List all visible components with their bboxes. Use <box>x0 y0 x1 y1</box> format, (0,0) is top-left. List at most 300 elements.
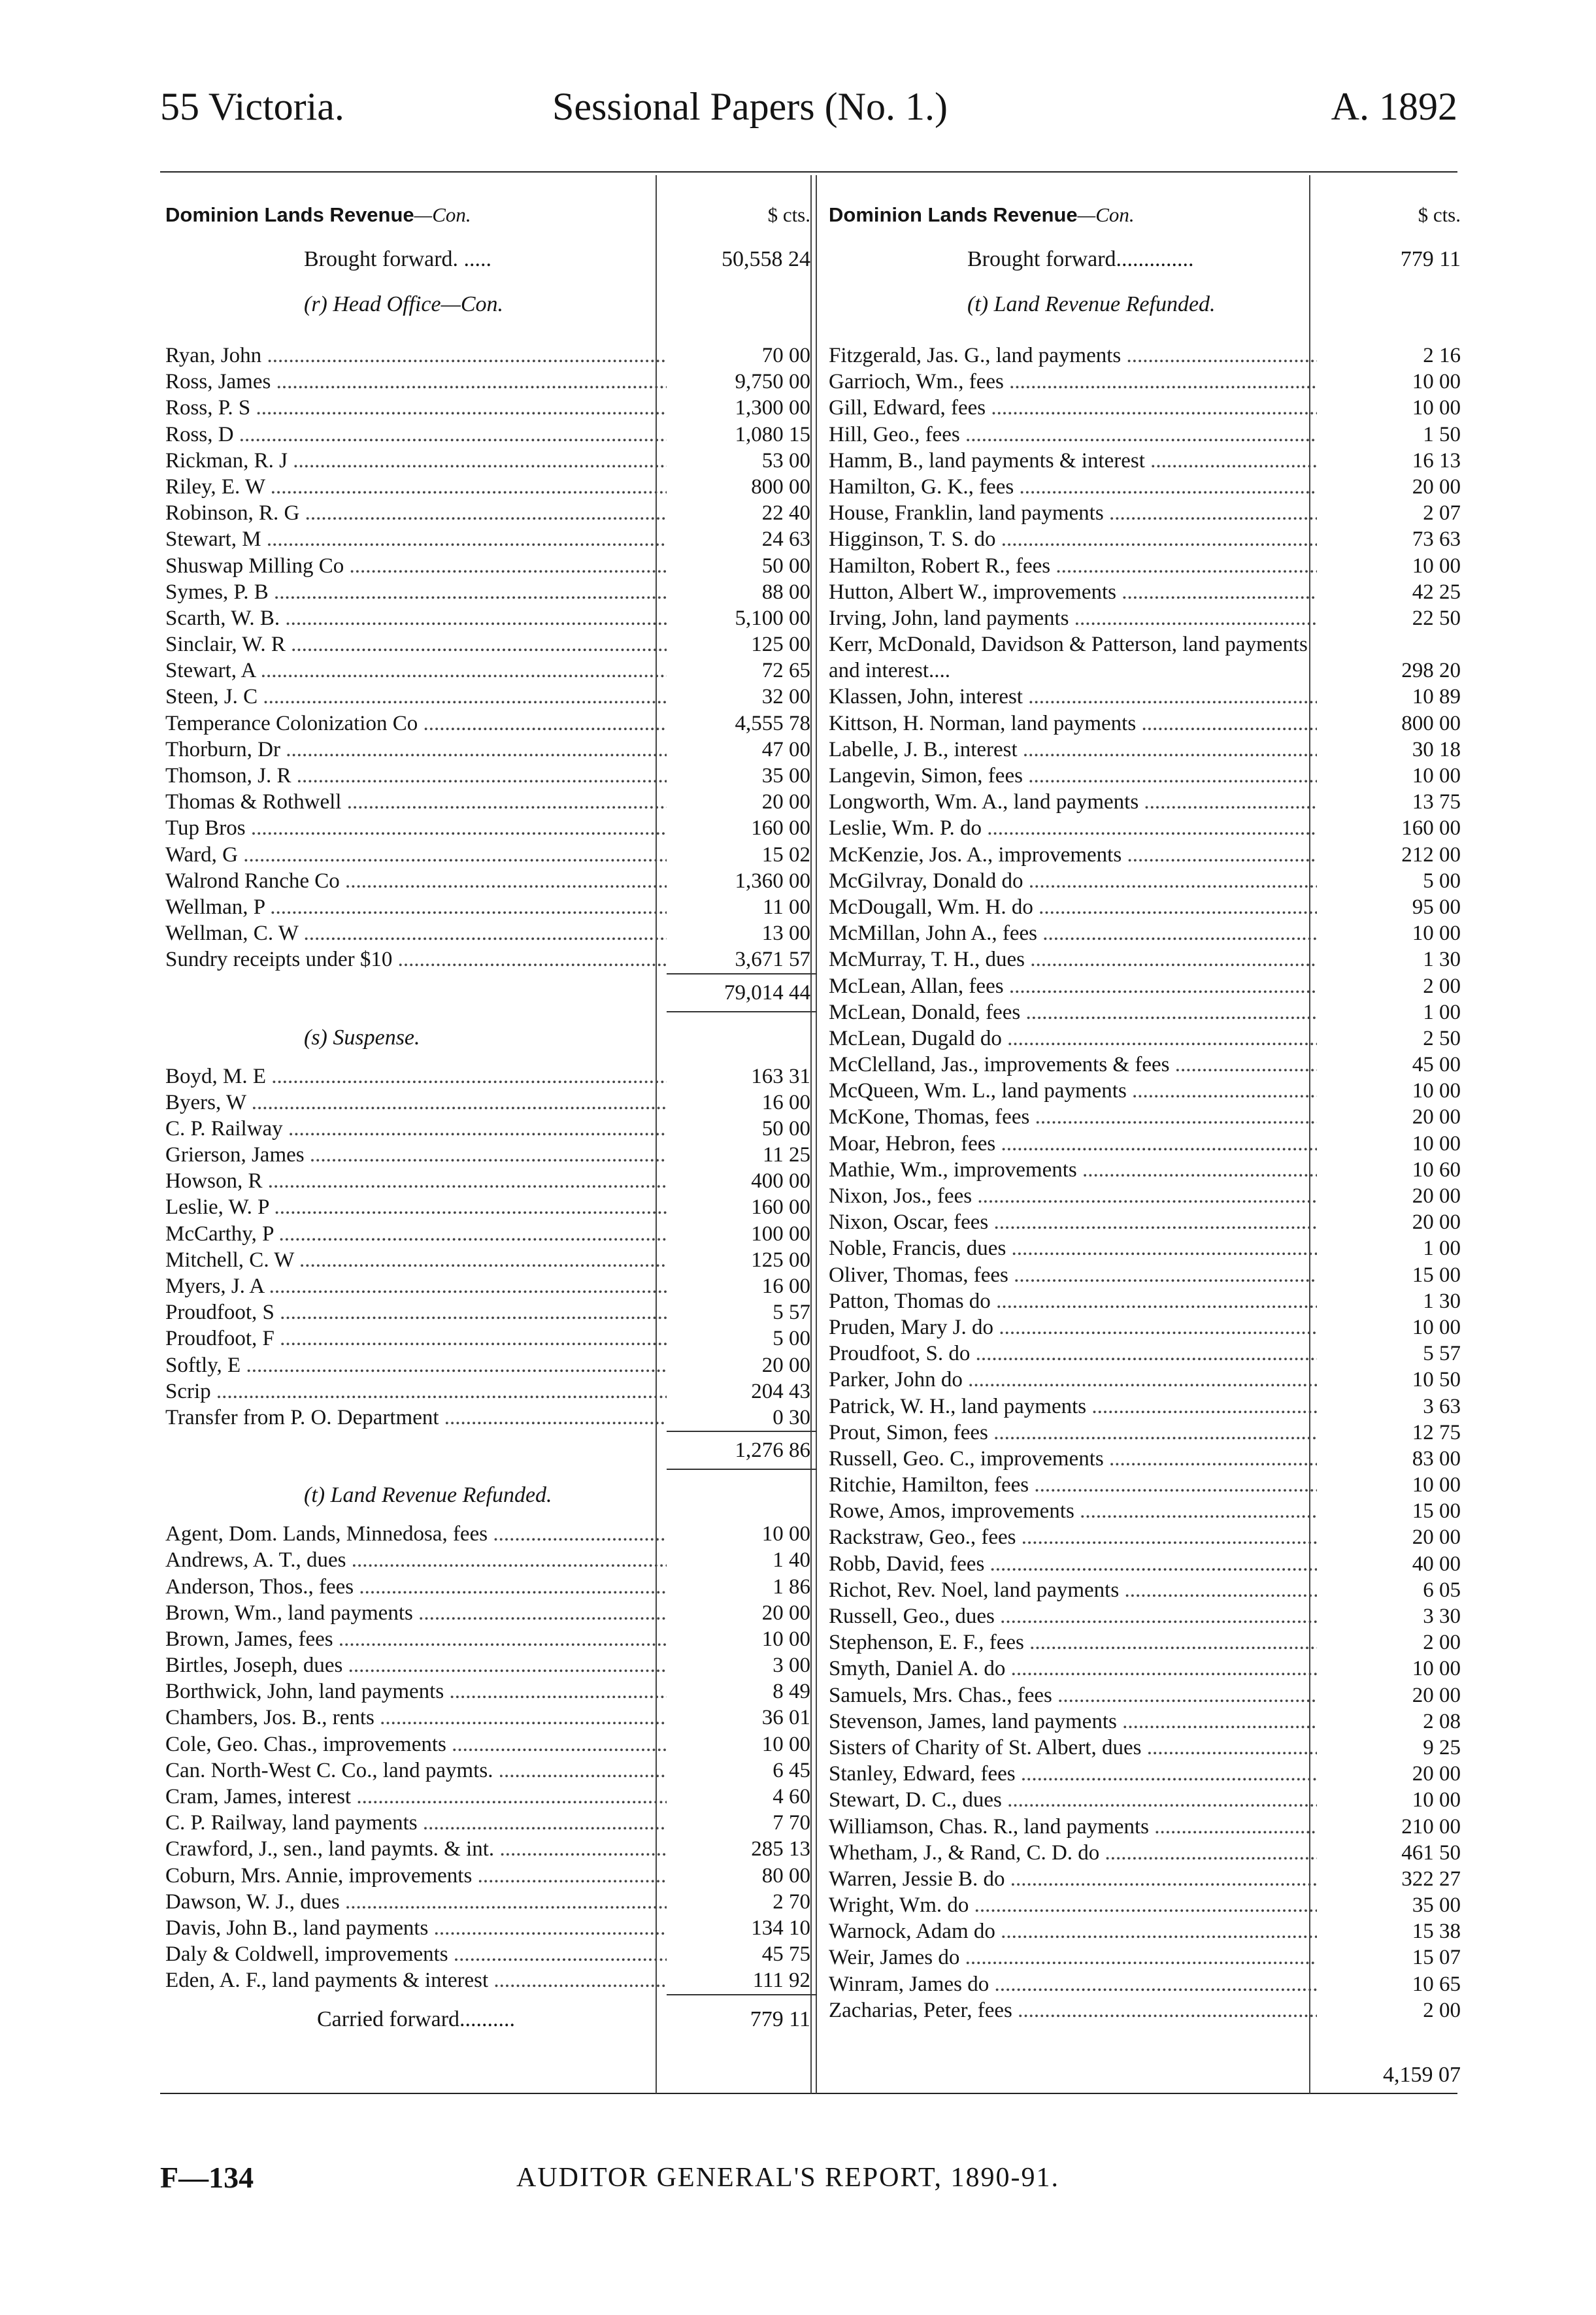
ledger-row <box>160 1784 817 1810</box>
suspense-list <box>160 1063 817 1431</box>
amount: 24 63 <box>761 527 810 552</box>
amount: 50 00 <box>761 1116 810 1141</box>
brought-forward-row: Brought forward. ..... 50,558 24 <box>304 247 810 271</box>
amount: 461 50 <box>1401 1840 1461 1865</box>
ledger-row <box>160 369 817 395</box>
ledger-row <box>160 500 817 526</box>
amount: 3 30 <box>1423 1605 1461 1629</box>
ledger-row <box>823 369 1467 395</box>
payee-name: C. P. Railway ..... <box>165 1116 667 1142</box>
payee-name: Hutton, Albert W., improvements ..... <box>829 579 1317 605</box>
ledger-row <box>160 1731 817 1757</box>
payee-name: McGilvray, Donald do ..... <box>829 868 1317 894</box>
payee-name: Russell, Geo. C., improvements ..... <box>829 1446 1317 1472</box>
amount: 95 00 <box>1412 895 1461 919</box>
payee-name: Stanley, Edward, fees ..... <box>829 1761 1317 1787</box>
amount: 10 60 <box>1412 1158 1461 1182</box>
ledger-row <box>160 1194 817 1220</box>
amount: 42 25 <box>1412 580 1461 604</box>
ledger-row <box>823 1078 1467 1104</box>
payee-name: Ryan, John ..... <box>165 342 667 369</box>
amount: 20 00 <box>761 1601 810 1625</box>
amount: 45 00 <box>1412 1053 1461 1077</box>
payee-name: Crawford, J., sen., land paymts. & int. ..... <box>165 1836 667 1862</box>
amount: 13 75 <box>1412 790 1461 814</box>
ledger-row <box>160 1168 817 1194</box>
amount: 1,360 00 <box>735 869 810 893</box>
amount: 0 30 <box>773 1405 810 1429</box>
ledger-row <box>160 474 817 500</box>
amount: 1 30 <box>1423 1289 1461 1313</box>
payee-name: Temperance Colonization Co ..... <box>165 710 667 737</box>
ledger-row <box>823 1761 1467 1787</box>
payee-name: Thomson, J. R ..... <box>165 763 667 789</box>
payee-name: Gill, Edward, fees ..... <box>829 395 1317 421</box>
ledger-row <box>160 1941 817 1967</box>
payee-name: Rowe, Amos, improvements ..... <box>829 1498 1317 1524</box>
amount: 204 43 <box>751 1379 810 1403</box>
ledger-row <box>823 448 1467 474</box>
ledger-row <box>823 946 1467 973</box>
payee-name: Scarth, W. B. ..... <box>165 605 667 631</box>
payee-name: Mitchell, C. W ..... <box>165 1247 667 1273</box>
left-column-header <box>160 196 817 234</box>
amount: 10 00 <box>1412 1079 1461 1103</box>
payee-name: Stewart, A ..... <box>165 658 667 684</box>
payee-name: Dawson, W. J., dues ..... <box>165 1889 667 1915</box>
ledger-row <box>823 1735 1467 1761</box>
ledger-row <box>160 605 817 631</box>
ledger-row <box>823 1971 1467 1997</box>
payee-name: Oliver, Thomas, fees ..... <box>829 1262 1317 1288</box>
payee-name: Kittson, H. Norman, land payments ..... <box>829 710 1317 737</box>
ledger-row <box>823 422 1467 448</box>
amount: 5 00 <box>1423 869 1461 893</box>
ledger-row <box>823 1787 1467 1813</box>
head-office-list <box>160 342 817 973</box>
ledger-row <box>823 1944 1467 1971</box>
amount: 10 89 <box>1412 685 1461 709</box>
ledger-row <box>823 1288 1467 1314</box>
amount: 5 57 <box>1423 1342 1461 1366</box>
payee-name: Proudfoot, F ..... <box>165 1325 667 1352</box>
amount: 13 00 <box>761 922 810 946</box>
amount: 70 00 <box>761 344 810 367</box>
ledger-row <box>823 1420 1467 1446</box>
report-title: AUDITOR GENERAL'S REPORT, 1890-91. <box>516 2163 1059 2193</box>
amount: 163 31 <box>751 1064 810 1088</box>
ledger-row <box>160 842 817 868</box>
ledger-row <box>823 1918 1467 1944</box>
amount: 2 00 <box>1423 1631 1461 1655</box>
ledger-row <box>160 448 817 474</box>
amount: 2 00 <box>1423 1998 1461 2022</box>
payee-name: Rickman, R. J ..... <box>165 448 667 474</box>
payee-name: Pruden, Mary J. do ..... <box>829 1314 1317 1341</box>
ledger-row <box>823 1551 1467 1577</box>
land-revenue-refunded-list-cont <box>823 342 1467 2024</box>
payee-name: Softly, E ..... <box>165 1352 667 1378</box>
payee-name: Walrond Ranche Co ..... <box>165 868 667 894</box>
amount: 2 16 <box>1423 344 1461 367</box>
payee-name: House, Franklin, land payments ..... <box>829 500 1317 526</box>
payee-name: Sundry receipts under $10 ..... <box>165 946 667 973</box>
amount: 4 60 <box>773 1785 810 1808</box>
payee-name: McMillan, John A., fees ..... <box>829 920 1317 946</box>
payee-name: Moar, Hebron, fees ..... <box>829 1131 1317 1157</box>
payee-name: Stevenson, James, land payments ..... <box>829 1708 1317 1735</box>
amount: 11 00 <box>762 895 810 919</box>
ledger-row <box>823 395 1467 421</box>
amount: 111 92 <box>752 1969 810 1993</box>
ledger-row <box>823 1262 1467 1288</box>
payee-name: Kerr, McDonald, Davidson & Patterson, land payments and interest.... <box>829 633 1308 683</box>
ledger-row <box>823 1814 1467 1840</box>
ledger-row <box>823 1314 1467 1341</box>
amount: 15 07 <box>1412 1946 1461 1970</box>
ledger-row <box>823 342 1467 369</box>
ledger-row <box>160 1142 817 1168</box>
amount: 800 00 <box>1401 711 1461 735</box>
amount: 20 00 <box>1412 1762 1461 1786</box>
right-column-header <box>823 196 1467 234</box>
ledger-row <box>160 1090 817 1116</box>
payee-name: McDougall, Wm. H. do ..... <box>829 894 1317 920</box>
payee-name: Ross, James ..... <box>165 369 667 395</box>
payee-name: McKone, Thomas, fees ..... <box>829 1104 1317 1130</box>
ledger-row <box>160 1810 817 1836</box>
ledger-row <box>160 1600 817 1626</box>
ledger-row <box>823 1131 1467 1157</box>
ledger-row <box>160 1378 817 1405</box>
payee-name: Transfer from P. O. Department ..... <box>165 1405 667 1431</box>
ledger-row <box>160 1116 817 1142</box>
payee-name: Ritchie, Hamilton, fees ..... <box>829 1472 1317 1498</box>
amount: 15 00 <box>1412 1499 1461 1524</box>
payee-name: Higginson, T. S. do ..... <box>829 526 1317 552</box>
section-heading-s: (s) Suspense. <box>304 1025 420 1050</box>
ledger-row <box>160 631 817 658</box>
amount: 1 00 <box>1423 1237 1461 1261</box>
ledger-row <box>160 1299 817 1325</box>
payee-name: Mathie, Wm., improvements ..... <box>829 1157 1317 1183</box>
left-column <box>160 196 817 2045</box>
amount: 10 00 <box>1412 922 1461 946</box>
payee-name: Ross, D ..... <box>165 422 667 448</box>
ledger-row <box>160 1221 817 1247</box>
ledger-row <box>160 1574 817 1600</box>
payee-name: Cole, Geo. Chas., improvements ..... <box>165 1731 667 1757</box>
ledger-row <box>160 1405 817 1431</box>
ledger-row <box>160 422 817 448</box>
amount: 50 00 <box>761 554 810 578</box>
ledger-row <box>823 1708 1467 1735</box>
ledger-row <box>823 1524 1467 1550</box>
payee-name: Warren, Jessie B. do ..... <box>829 1866 1317 1892</box>
payee-name: Daly & Coldwell, improvements ..... <box>165 1941 667 1967</box>
amount: 35 00 <box>1412 1893 1461 1918</box>
left-column-title: Dominion Lands Revenue—Con. <box>165 203 471 226</box>
amount: 10 00 <box>761 1732 810 1756</box>
payee-name: Sisters of Charity of St. Albert, dues ..... <box>829 1735 1317 1761</box>
amount: 1 40 <box>773 1548 810 1573</box>
payee-name: Chambers, Jos. B., rents ..... <box>165 1705 667 1731</box>
amount: 5,100 00 <box>735 606 810 630</box>
amount: 10 65 <box>1412 1972 1461 1996</box>
payee-name: Hamilton, Robert R., fees ..... <box>829 553 1317 579</box>
payee-name: Thorburn, Dr ..... <box>165 737 667 763</box>
amount: 1,080 15 <box>735 422 810 446</box>
payee-name: Irving, John, land payments ..... <box>829 605 1317 631</box>
amount: 3 63 <box>1423 1394 1461 1418</box>
ledger-row <box>160 1705 817 1731</box>
payee-name: Hamm, B., land payments & interest ..... <box>829 448 1317 474</box>
ledger-row <box>823 1629 1467 1656</box>
amount: 160 00 <box>751 816 810 841</box>
payee-name: Coburn, Mrs. Annie, improvements ..... <box>165 1863 667 1889</box>
ledger-row <box>160 1836 817 1862</box>
amount: 400 00 <box>751 1169 810 1193</box>
ledger-row <box>823 710 1467 737</box>
ledger-row <box>160 920 817 946</box>
amount: 1 30 <box>1423 948 1461 972</box>
amount: 2 08 <box>1423 1709 1461 1733</box>
amount: 210 00 <box>1401 1814 1461 1839</box>
payee-name: Klassen, John, interest ..... <box>829 684 1317 710</box>
payee-name: Birtles, Joseph, dues ..... <box>165 1652 667 1678</box>
amount: 40 00 <box>1412 1552 1461 1576</box>
payee-name: Borthwick, John, land payments ..... <box>165 1678 667 1705</box>
ledger-row <box>160 1863 817 1889</box>
amount: 22 50 <box>1412 606 1461 630</box>
ledger-row <box>160 1652 817 1678</box>
payee-name: Labelle, J. B., interest ..... <box>829 737 1317 763</box>
payee-name: Garrioch, Wm., fees ..... <box>829 369 1317 395</box>
section-heading-t: (t) Land Revenue Refunded. <box>304 1483 552 1508</box>
amount: 298 20 <box>1401 659 1461 683</box>
amount: 1 86 <box>773 1574 810 1599</box>
ledger-row <box>160 946 817 973</box>
payee-name: Winram, James do ..... <box>829 1971 1317 1997</box>
right-column-title: Dominion Lands Revenue—Con. <box>829 203 1135 226</box>
ledger-row <box>823 1603 1467 1629</box>
amount: 160 00 <box>751 1195 810 1220</box>
amount: 800 00 <box>751 475 810 499</box>
amount: 10 00 <box>1412 370 1461 394</box>
ledger-row <box>823 1997 1467 2024</box>
payee-name: Brown, James, fees ..... <box>165 1626 667 1652</box>
amount: 6 05 <box>1423 1578 1461 1602</box>
ledger-row <box>160 684 817 710</box>
payee-name: McLean, Donald, fees ..... <box>829 999 1317 1025</box>
payee-name: Robb, David, fees ..... <box>829 1551 1317 1577</box>
ledger-row <box>160 1521 817 1547</box>
payee-name: Samuels, Mrs. Chas., fees ..... <box>829 1682 1317 1708</box>
ledger-row <box>160 1915 817 1941</box>
payee-name: Proudfoot, S ..... <box>165 1299 667 1325</box>
payee-name: Noble, Francis, dues ..... <box>829 1235 1317 1261</box>
payee-name: Russell, Geo., dues ..... <box>829 1603 1317 1629</box>
payee-name: Sinclair, W. R ..... <box>165 631 667 658</box>
amount: 285 13 <box>751 1837 810 1861</box>
amount: 20 00 <box>1412 1105 1461 1129</box>
amount: 16 13 <box>1412 448 1461 473</box>
amount: 5 00 <box>773 1327 810 1351</box>
ledger-row <box>160 1626 817 1652</box>
ledger-row <box>160 1757 817 1784</box>
ledger-row <box>823 526 1467 552</box>
payee-name: Howson, R ..... <box>165 1168 667 1194</box>
payee-name: Andrews, A. T., dues ..... <box>165 1547 667 1573</box>
ledger-row <box>160 894 817 920</box>
amount: 125 00 <box>751 1248 810 1272</box>
amount: 16 00 <box>761 1274 810 1298</box>
ledger-row <box>160 710 817 737</box>
amount: 83 00 <box>1412 1446 1461 1471</box>
amount: 10 00 <box>1412 1315 1461 1339</box>
payee-name: McLean, Allan, fees ..... <box>829 973 1317 999</box>
ledger-row <box>823 631 1467 684</box>
payee-name: Hamilton, G. K., fees ..... <box>829 474 1317 500</box>
amount: 15 00 <box>1412 1263 1461 1287</box>
amount: 20 00 <box>1412 1683 1461 1707</box>
payee-name: Stewart, D. C., dues ..... <box>829 1787 1317 1813</box>
amount: 9 25 <box>1423 1735 1461 1759</box>
payee-name: Weir, James do ..... <box>829 1944 1317 1971</box>
payee-name: Longworth, Wm. A., land payments ..... <box>829 789 1317 815</box>
ledger-row <box>160 553 817 579</box>
payee-name: Stephenson, E. F., fees ..... <box>829 1629 1317 1656</box>
ledger-row <box>823 605 1467 631</box>
currency-header: $ cts. <box>767 203 810 226</box>
payee-name: Leslie, Wm. P. do ..... <box>829 815 1317 841</box>
amount: 9,750 00 <box>735 370 810 394</box>
payee-name: Leslie, W. P ..... <box>165 1194 667 1220</box>
payee-name: Wellman, C. W ..... <box>165 920 667 946</box>
payee-name: Byers, W ..... <box>165 1090 667 1116</box>
ledger-row <box>160 579 817 605</box>
amount: 73 63 <box>1412 527 1461 552</box>
ledger-row <box>823 1367 1467 1393</box>
amount: 22 40 <box>761 501 810 525</box>
payee-name: Boyd, M. E ..... <box>165 1063 667 1090</box>
amount: 35 00 <box>761 764 810 788</box>
amount: 5 57 <box>773 1301 810 1325</box>
amount: 10 50 <box>1412 1368 1461 1392</box>
payee-name: McQueen, Wm. L., land payments ..... <box>829 1078 1317 1104</box>
ledger-row <box>823 920 1467 946</box>
session-label: 55 Victoria. <box>160 85 344 128</box>
ledger-row <box>823 1656 1467 1682</box>
ledger-row <box>160 1247 817 1273</box>
amount: 212 00 <box>1401 842 1461 867</box>
ledger-row <box>160 815 817 841</box>
payee-name: Prout, Simon, fees ..... <box>829 1420 1317 1446</box>
payee-name: McMurray, T. H., dues ..... <box>829 946 1317 973</box>
payee-name: Davis, John B., land payments ..... <box>165 1915 667 1941</box>
payee-name: Symes, P. B ..... <box>165 579 667 605</box>
land-revenue-refunded-list <box>160 1521 817 1993</box>
ledger-row <box>823 1498 1467 1524</box>
amount: 10 00 <box>1412 554 1461 578</box>
payee-name: Agent, Dom. Lands, Minnedosa, fees ..... <box>165 1521 667 1547</box>
ledger-row <box>160 1678 817 1705</box>
amount: 3,671 57 <box>735 948 810 972</box>
ledger-row <box>160 1063 817 1090</box>
amount: 72 65 <box>761 659 810 683</box>
amount: 32 00 <box>761 685 810 709</box>
payee-name: Nixon, Jos., fees ..... <box>829 1183 1317 1209</box>
payee-name: Thomas & Rothwell ..... <box>165 789 667 815</box>
payee-name: Patton, Thomas do ..... <box>829 1288 1317 1314</box>
section-heading-t-right: (t) Land Revenue Refunded. <box>967 292 1216 316</box>
payee-name: Patrick, W. H., land payments ..... <box>829 1393 1317 1420</box>
payee-name: Warnock, Adam do ..... <box>829 1918 1317 1944</box>
payee-name: Parker, John do ..... <box>829 1367 1317 1393</box>
payee-name: Riley, E. W ..... <box>165 474 667 500</box>
payee-name: Wellman, P ..... <box>165 894 667 920</box>
ledger-row <box>823 1682 1467 1708</box>
amount: 1,300 00 <box>735 396 810 420</box>
brought-forward-row: Brought forward.............. 779 11 <box>967 247 1461 271</box>
ledger-row <box>823 1157 1467 1183</box>
ledger-row <box>823 973 1467 999</box>
ledger-row <box>823 1104 1467 1130</box>
amount: 2 70 <box>773 1890 810 1914</box>
ledger-row <box>823 579 1467 605</box>
amount: 88 00 <box>761 580 810 604</box>
amount: 2 07 <box>1423 501 1461 525</box>
ledger-row <box>823 1025 1467 1052</box>
amount: 20 00 <box>1412 1210 1461 1235</box>
ledger-row <box>160 1889 817 1915</box>
right-total-spacer <box>823 2024 1467 2050</box>
amount: 10 00 <box>761 1627 810 1651</box>
amount: 45 75 <box>761 1942 810 1967</box>
payee-name: Grierson, James ..... <box>165 1142 667 1168</box>
amount: 20 00 <box>761 1353 810 1377</box>
ledger-row <box>160 1325 817 1352</box>
ledger-row <box>823 815 1467 841</box>
payee-name: Stewart, M ..... <box>165 526 667 552</box>
amount: 10 00 <box>1412 764 1461 788</box>
ledger-row <box>823 842 1467 868</box>
ledger-row <box>823 1866 1467 1892</box>
amount: 322 27 <box>1401 1867 1461 1891</box>
ledger-row <box>823 1892 1467 1918</box>
ledger-row <box>160 737 817 763</box>
payee-name: Shuswap Milling Co ..... <box>165 553 667 579</box>
payee-name: Zacharias, Peter, fees ..... <box>829 1997 1317 2024</box>
amount: 10 00 <box>1412 396 1461 420</box>
amount: 10 00 <box>1412 1657 1461 1681</box>
ledger-row <box>823 1472 1467 1498</box>
amount: 3 00 <box>773 1654 810 1678</box>
ledger-row <box>160 395 817 421</box>
ledger-row <box>823 868 1467 894</box>
amount: 20 00 <box>1412 475 1461 499</box>
ledger-row <box>823 1393 1467 1420</box>
amount: 80 00 <box>761 1863 810 1888</box>
payee-name: Langevin, Simon, fees ..... <box>829 763 1317 789</box>
payee-name: McKenzie, Jos. A., improvements ..... <box>829 842 1317 868</box>
ledger-row <box>823 1183 1467 1209</box>
ledger-row <box>823 763 1467 789</box>
amount: 125 00 <box>751 633 810 657</box>
payee-name: Cram, James, interest ..... <box>165 1784 667 1810</box>
ledger-row <box>823 1446 1467 1472</box>
ledger-row <box>160 1352 817 1378</box>
